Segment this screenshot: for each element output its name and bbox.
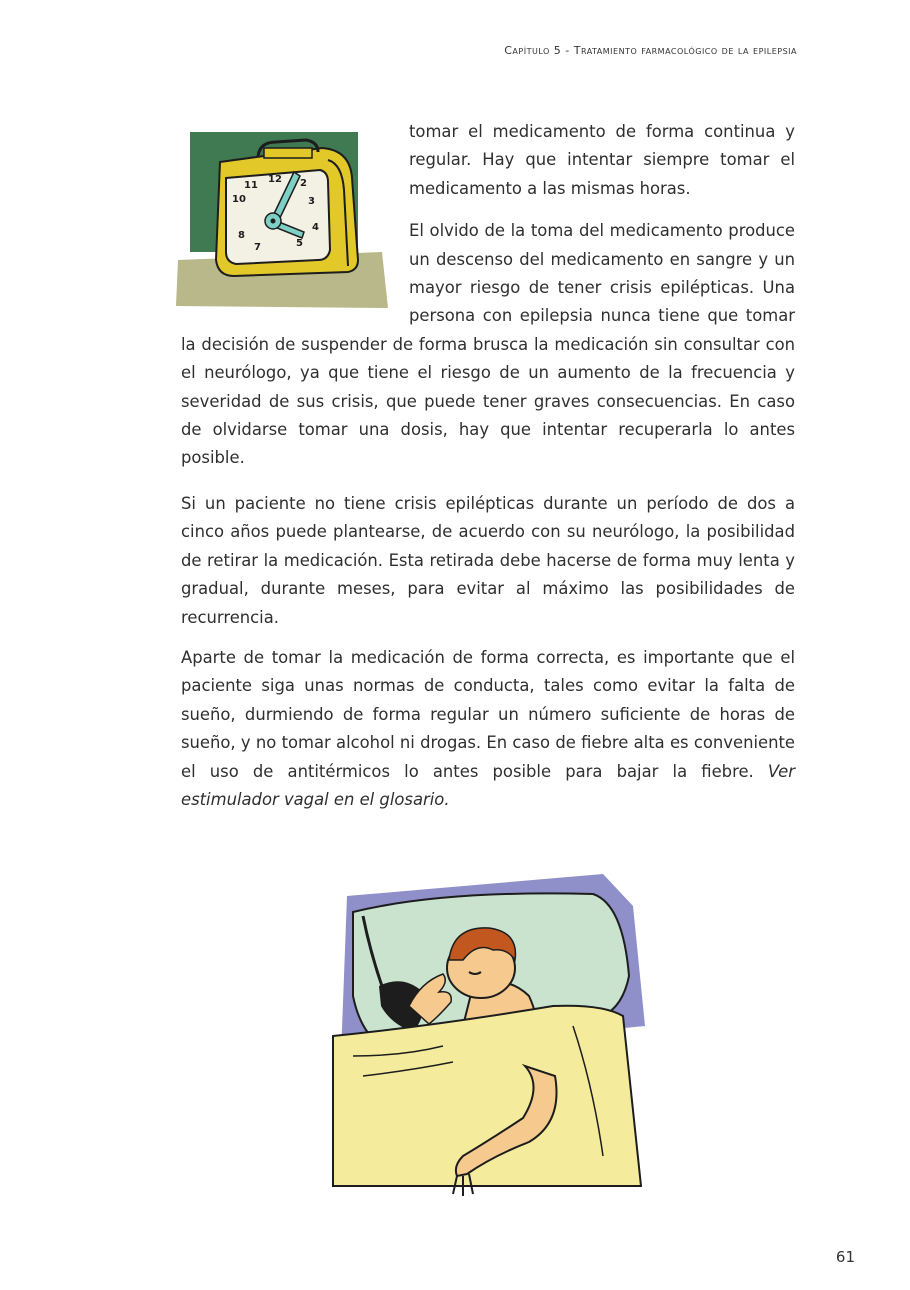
clock-button (264, 148, 312, 158)
clock-number: 5 (296, 238, 303, 249)
clock-number: 12 (268, 174, 282, 185)
page-number: 61 (835, 1248, 855, 1266)
clock-number: 7 (254, 242, 261, 253)
paragraph-1a: tomar el medicamento de forma continua y regular. Hay que intentar siempre tomar el medicamento a las mismas horas. (409, 122, 795, 198)
clock-number: 10 (232, 194, 246, 205)
clock-number: 2 (300, 178, 307, 189)
alarm-clock-icon (172, 120, 394, 315)
paragraph-1b: El olvido de la toma del medicamento produce un descenso del medicamento en sangre y un mayor riesgo de tener crisis epilépticas. Una persona con epilepsia nunca tiene que tomar la decisión de suspender de forma brusca la medicación sin consultar con el neurólogo, ya que tiene el riesgo de un aumento de la frecuencia y severidad de sus crisis, que puede tener graves consecuencias. En caso de olvidarse tomar una dosis, hay que intentar recuperarla lo antes posible. (181, 221, 795, 468)
paragraph-3-text: Aparte de tomar la medicación de forma correcta, es importante que el paciente siga unas normas de conducta, tales como evitar la falta de sueño, durmiendo de forma regular un número suficiente de horas de sueño, y no tomar alcohol ni drogas. En caso de fiebre alta es conveniente el uso de antitérmicos lo antes posible para bajar la fiebre. (181, 648, 795, 781)
clock-number: 11 (244, 180, 258, 191)
clock-pin (271, 219, 276, 224)
clock-number: 4 (312, 222, 319, 233)
clock-number: 3 (308, 196, 315, 207)
clock-number: 8 (238, 230, 245, 241)
glossary-reference: Ver estimulador vagal en el glosario. (181, 761, 795, 810)
paragraph-3 (181, 644, 795, 814)
sleeping-person-icon (293, 856, 679, 1200)
running-header: Capítulo 5 - Tratamiento farmacológico de la epilepsia (504, 44, 797, 57)
paragraph-2: Si un paciente no tiene crisis epilépticas durante un período de dos a cinco años puede plantearse, de acuerdo con su neurólogo, la posibilidad de retirar la medicación. Esta retirada debe hacerse de forma muy lenta y gradual, durante meses, para evitar al máximo las posibilidades de recurrencia. (181, 494, 795, 627)
